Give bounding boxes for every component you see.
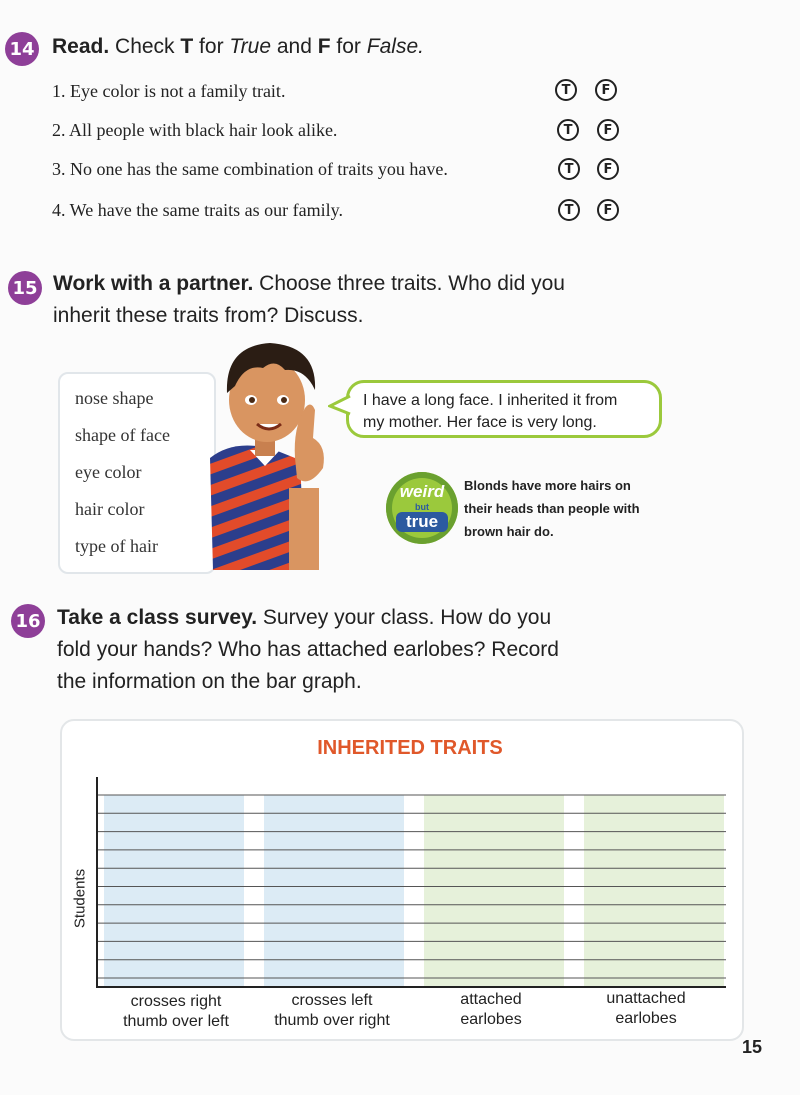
bar-graph[interactable] <box>96 777 726 988</box>
section-number-badge: 14 <box>5 32 39 66</box>
fact-line: their heads than people with <box>464 501 640 516</box>
trait-word-box <box>58 372 216 574</box>
badge-word-but: but <box>415 502 429 512</box>
boy-illustration <box>205 338 340 570</box>
category-label <box>571 989 721 1029</box>
category-label-line: earlobes <box>615 1010 677 1027</box>
trait-word: eye color <box>75 462 142 482</box>
true-option[interactable]: T <box>555 79 577 101</box>
fact-line: Blonds have more hairs on <box>464 478 631 493</box>
statement-2: 2. All people with black hair look alike. <box>52 120 338 140</box>
statement-1: 1. Eye color is not a family trait. <box>52 81 286 101</box>
section-number-badge: 16 <box>11 604 45 638</box>
false-option[interactable]: F <box>595 79 617 101</box>
true-option[interactable]: T <box>557 119 579 141</box>
heading-line2: inherit these traits from? Discuss. <box>53 304 364 327</box>
category-column <box>104 795 244 988</box>
speech-bubble-tail <box>328 394 352 418</box>
category-label-line: crosses left <box>291 992 373 1009</box>
heading-line1: Survey your class. How do you <box>257 606 552 629</box>
instruction-run: and <box>271 35 318 58</box>
true-option[interactable]: T <box>558 158 580 180</box>
trait-word: hair color <box>75 499 145 519</box>
heading-lead: Take a class survey. <box>57 606 258 629</box>
chart-title: INHERITED TRAITS <box>317 737 503 759</box>
section-number-badge: 15 <box>8 271 42 305</box>
category-label <box>101 992 251 1032</box>
trait-word: nose shape <box>75 388 154 408</box>
trait-word: shape of face <box>75 425 170 445</box>
category-label-line: attached <box>460 991 522 1008</box>
instruction-run: F <box>317 35 331 58</box>
false-option[interactable]: F <box>597 119 619 141</box>
category-label <box>416 990 566 1030</box>
instruction-run: T <box>180 35 194 58</box>
instruction-run: for <box>193 35 230 58</box>
category-label-line: crosses right <box>130 993 222 1010</box>
true-option[interactable]: T <box>558 199 580 221</box>
false-option[interactable]: F <box>597 199 619 221</box>
page-number: 15 <box>742 1037 763 1057</box>
trait-word: type of hair <box>75 536 158 556</box>
false-option[interactable]: F <box>597 158 619 180</box>
fact-line: brown hair do. <box>464 524 554 539</box>
instruction-run: Check <box>109 35 181 58</box>
heading-instruction <box>109 35 424 58</box>
heading-line2: fold your hands? Who has attached earlobes? Record <box>57 638 559 661</box>
statement-4: 4. We have the same traits as our family. <box>52 200 343 220</box>
category-label-line: earlobes <box>460 1011 522 1028</box>
category-column <box>424 795 564 988</box>
statement-3: 3. No one has the same combination of traits you have. <box>52 159 448 179</box>
weird-but-true-badge <box>386 472 458 544</box>
category-label-line: unattached <box>606 990 686 1007</box>
category-column <box>584 795 724 988</box>
speech-line: I have a long face. I inherited it from <box>363 392 618 409</box>
speech-line: my mother. Her face is very long. <box>363 414 597 431</box>
instruction-run: True <box>229 35 272 58</box>
category-label-line: thumb over right <box>274 1012 390 1029</box>
fun-fact-text <box>464 474 684 543</box>
heading-line3: the information on the bar graph. <box>57 670 362 693</box>
heading-lead: Work with a partner. <box>53 272 254 295</box>
section-14-heading <box>52 31 424 63</box>
category-label <box>257 991 407 1031</box>
heading-line1: Choose three traits. Who did you <box>253 272 565 295</box>
instruction-run: for <box>330 35 367 58</box>
instruction-run: False. <box>366 35 424 58</box>
y-axis-label: Students <box>71 868 89 929</box>
badge-word-true: true <box>396 512 448 532</box>
badge-word-weird: weird <box>399 482 445 501</box>
heading-lead: Read. <box>52 35 110 58</box>
category-label-line: thumb over left <box>123 1013 229 1030</box>
section-16-heading <box>57 602 677 698</box>
category-column <box>264 795 404 988</box>
section-15-heading <box>53 268 653 332</box>
speech-bubble <box>346 380 662 438</box>
